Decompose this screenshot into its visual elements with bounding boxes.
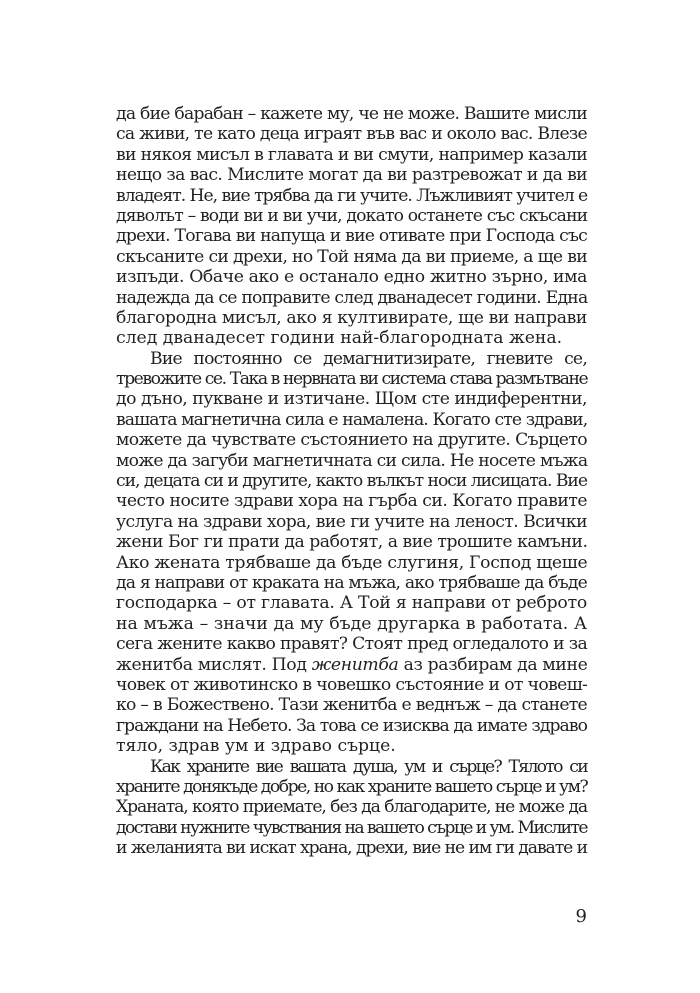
- text-line: човек от животинско в човешко състояние и от човеш-: [116, 674, 588, 695]
- text-line: на мъжа – значи да му бъде другарка в работата. А: [116, 613, 587, 634]
- text-line: са живи, те като деца играят във вас и около вас. Влезе: [116, 124, 587, 145]
- text-line: можете да чувствате състоянието на другите. Сърцето: [116, 430, 587, 451]
- text-line: жени Бог ги прати да работят, а вие трошите камъни.: [116, 532, 588, 553]
- text-line: Вие постоянно се демагнитизирате, гневите се,: [150, 348, 587, 369]
- text-line: господарка – от главата. А Той я направи от реброто: [116, 593, 587, 614]
- text-line: може да загуби магнетичната си сила. Не носете мъжа: [116, 450, 588, 471]
- text-line: услуга на здрави хора, вие ги учите на леност. Всички: [116, 511, 587, 532]
- text-line: надежда да се поправите след дванадесет години. Една: [116, 287, 588, 308]
- text-line: владеят. Не, вие трябва да ги учите. Лъжливият учител е: [116, 185, 588, 206]
- text-line: скъсаните си дрехи, но Той няма да ви приеме, а ще ви: [116, 246, 587, 267]
- text-line: достави нужните чувствания на вашето сърце и ум. Мислите: [116, 817, 587, 838]
- text-line: дрехи. Тогава ви напуща и вие отивате при Господа със: [116, 226, 587, 247]
- text-line: сега жените какво правят? Стоят пред огледалото и за: [116, 634, 588, 655]
- text-line: си, децата си и другите, както вълкът носи лисицата. Вие: [116, 471, 587, 492]
- text-line: ви някоя мисъл в главата и ви смути, например казали: [116, 144, 587, 165]
- text-line: често носите здрави хора на гърба си. Когато правите: [116, 491, 587, 512]
- text-line: да бие барабан – кажете му, че не може. Вашите мисли: [116, 104, 587, 124]
- text-line: тревожите се. Така в нервната ви система става размътване: [116, 369, 588, 390]
- text-line: женитба мислят. Под женитба аз разбирам да мине: [116, 654, 588, 675]
- page-number: 9: [575, 906, 587, 927]
- text-line: да я направи от краката на мъжа, ако трябваше да бъде: [116, 572, 587, 593]
- text-line: Храната, която приемате, без да благодарите, не може да: [116, 797, 587, 818]
- text-line: граждани на Небето. За това се изисква да имате здраво: [116, 715, 587, 736]
- text-line: Как храните вие вашата душа, ум и сърце? Тялото си: [150, 756, 587, 777]
- text-line: благородна мисъл, ако я култивирате, ще ви направи: [116, 307, 587, 328]
- text-line: храните донякъде добре, но как храните вашето сърце и ум?: [116, 776, 588, 797]
- text-line: нещо за вас. Мислите могат да ви разтревожат и да ви: [116, 165, 587, 186]
- text-line: ко – в Божествено. Тази женитба е веднъж – да станете: [116, 695, 587, 716]
- text-line: Ако жената трябваше да бъде слугиня, Господ щеше: [116, 552, 588, 573]
- body-text: [116, 104, 587, 858]
- text-line: след дванадесет години най-благородната жена.: [116, 328, 563, 349]
- emphasized-word: женитба: [311, 654, 399, 675]
- text-line: изпъди. Обаче ако е останало едно житно зърно, има: [116, 267, 587, 288]
- text-line: вашата магнетична сила е намалена. Когато сте здрави,: [116, 409, 588, 430]
- text-line: тяло, здрав ум и здраво сърце.: [116, 736, 396, 757]
- text-line: дяволът – води ви и ви учи, докато останете със скъсани: [116, 205, 588, 226]
- text-line: и желанията ви искат храна, дрехи, вие не им ги давате и: [116, 838, 587, 859]
- text-line: до дъно, пукване и изтичане. Щом сте индиферентни,: [116, 389, 587, 410]
